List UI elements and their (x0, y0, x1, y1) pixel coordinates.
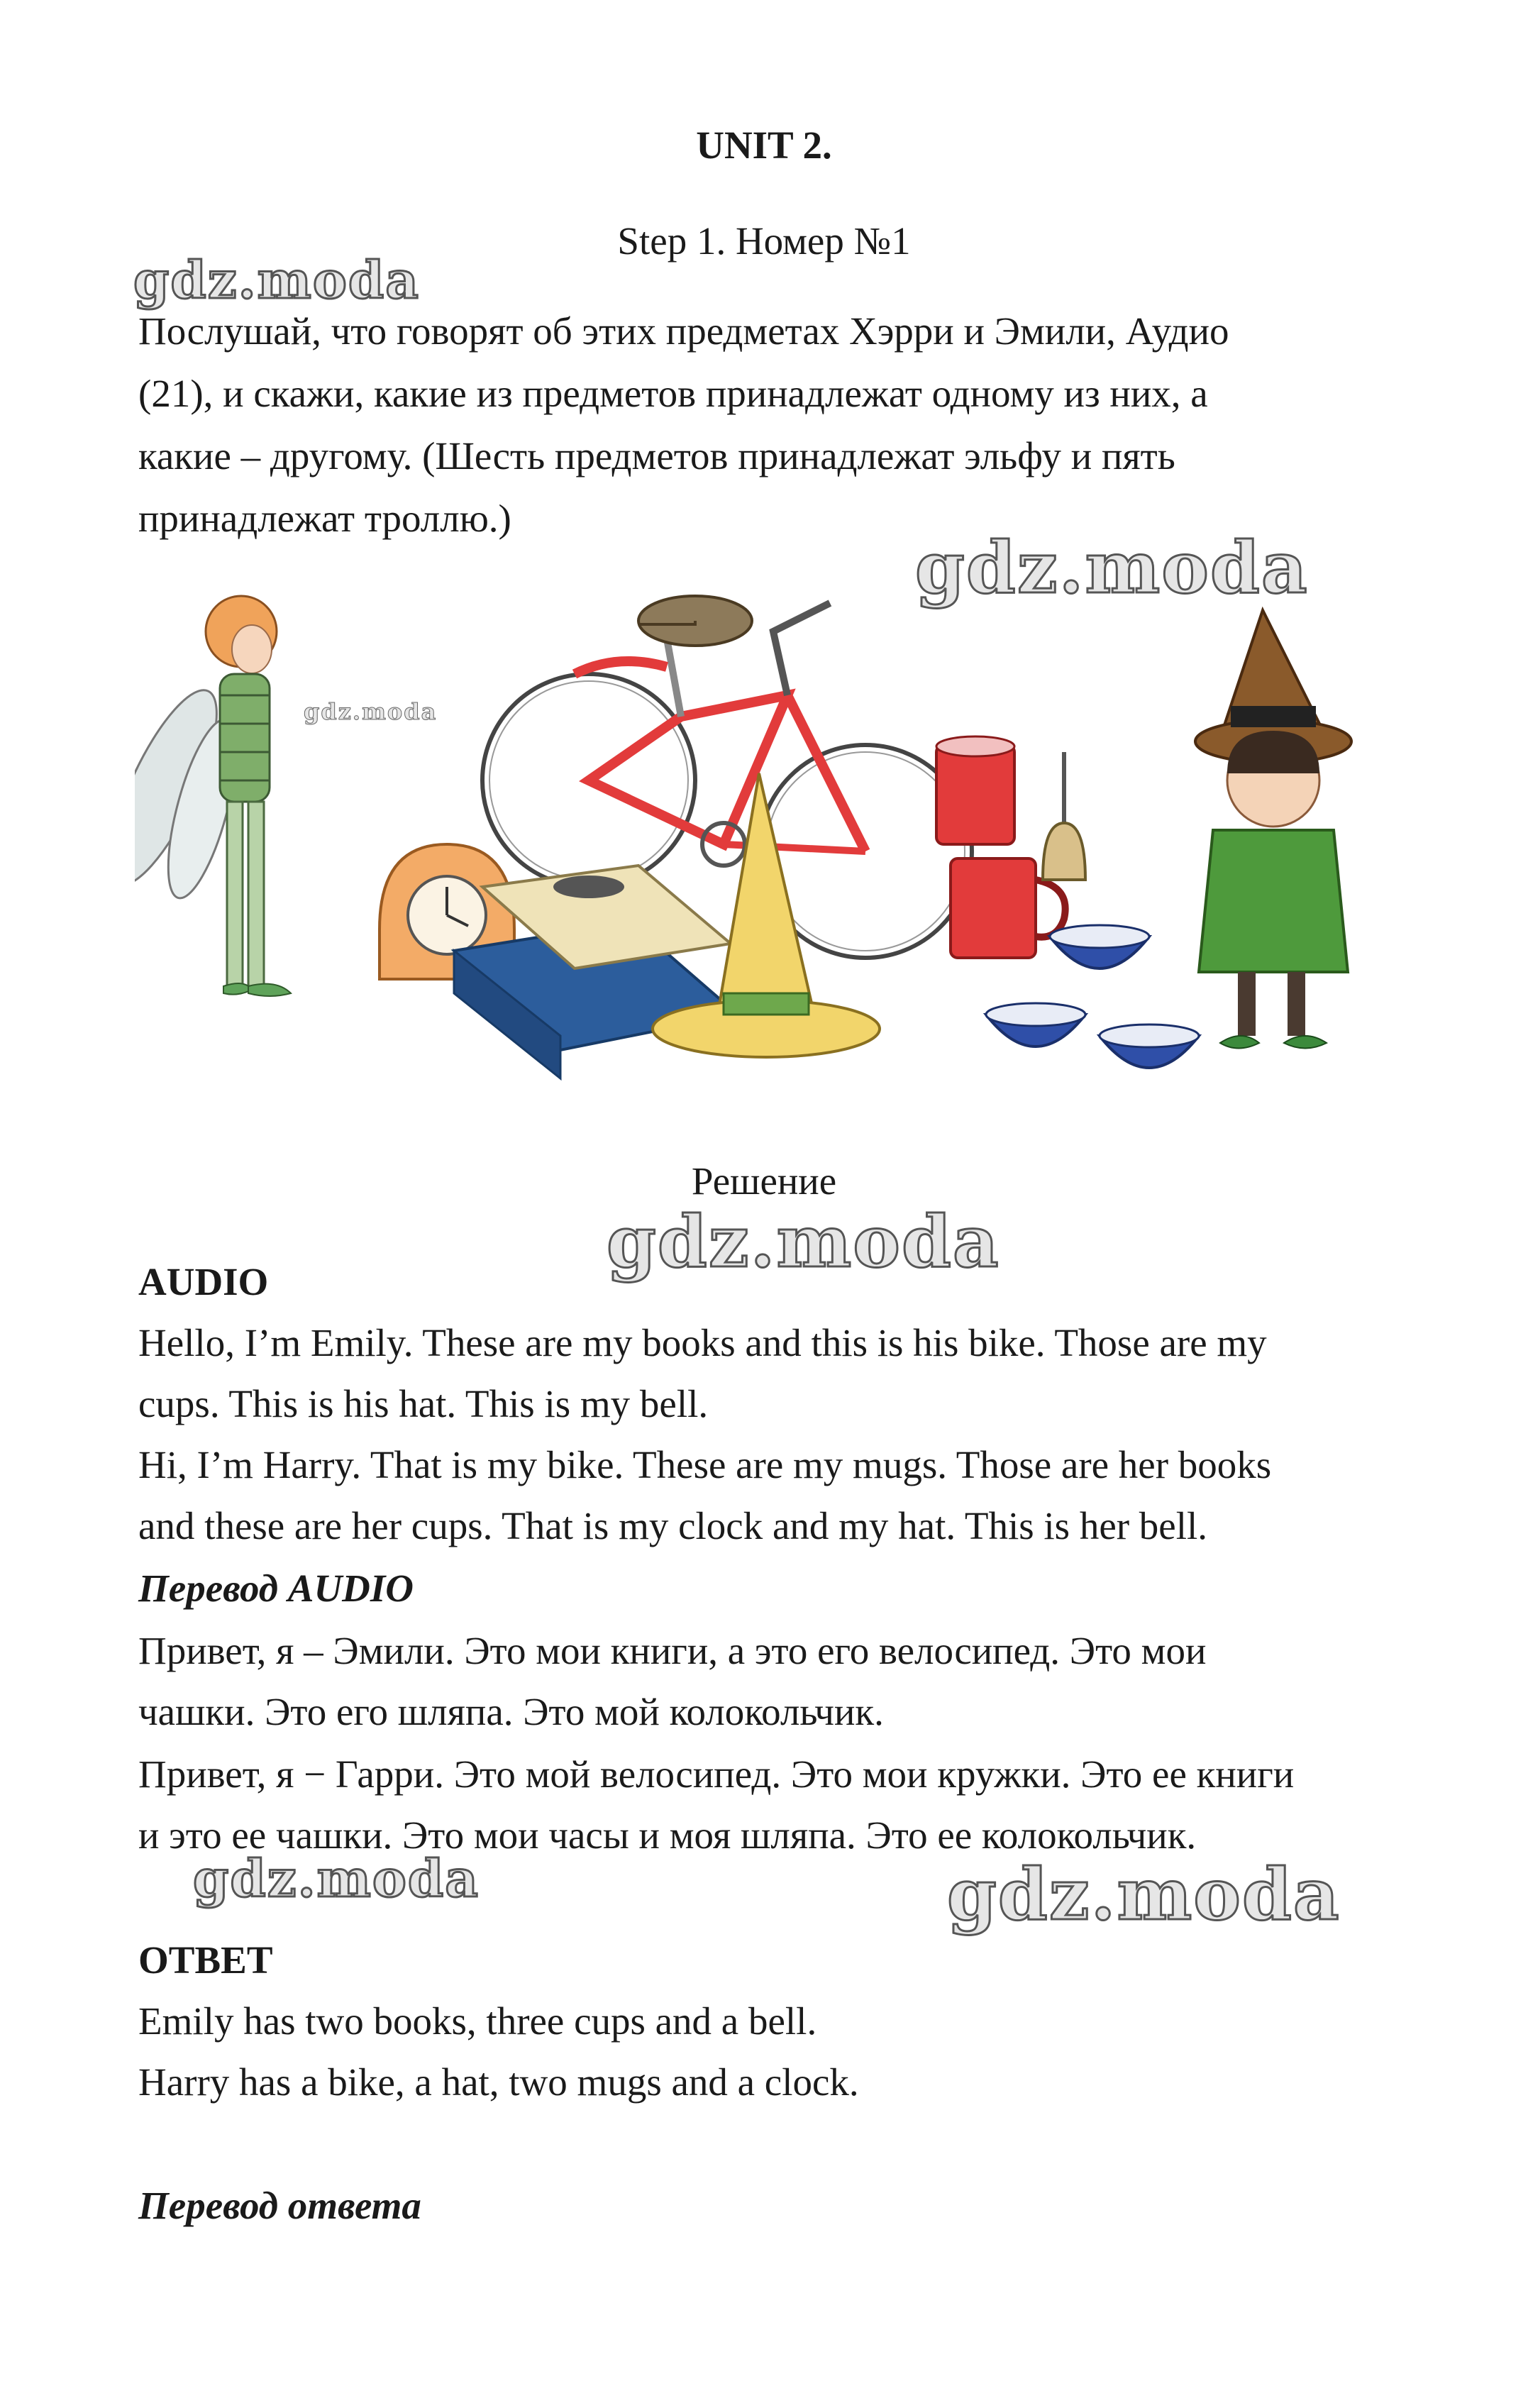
task-line-4: принадлежат троллю.) (138, 497, 511, 540)
watermark: gdz.moda (304, 698, 438, 725)
audio-line-4: and these are her cups. That is my clock and my hat. This is her bell. (138, 1504, 1208, 1547)
translation-line-1: Привет, я – Эмили. Это мои книги, а это его велосипед. Это мои (138, 1629, 1207, 1672)
watermark: gdz.moda (915, 526, 1309, 609)
translation-line-3: Привет, я − Гарри. Это мой велосипед. Это мои кружки. Это ее книги (138, 1752, 1295, 1796)
elf-figure (135, 596, 291, 996)
answer-line-2: Harry has a bike, a hat, two mugs and a clock. (138, 2060, 859, 2104)
step-title: Step 1. Номер №1 (617, 219, 911, 263)
audio-line-3: Hi, I’m Harry. That is my bike. These are my mugs. Those are her books (138, 1443, 1272, 1486)
answer-translation-heading: Перевод ответа (138, 2184, 421, 2227)
translation-line-4: и это ее чашки. Это мои часы и моя шляпа. Это ее колокольчик. (138, 1813, 1197, 1857)
illustration-elf-troll-objects (135, 553, 1376, 1093)
task-line-3: какие – другому. (Шесть предметов принадлежат эльфу и пять (138, 434, 1175, 477)
unit-title: UNIT 2. (696, 123, 832, 167)
answer-line-1: Emily has two books, three cups and a bell. (138, 1999, 817, 2043)
translation-line-2: чашки. Это его шляпа. Это мой колокольчик. (138, 1690, 884, 1733)
troll-figure (1195, 610, 1351, 1049)
watermark: gdz.moda (947, 1852, 1341, 1936)
audio-heading: AUDIO (138, 1260, 269, 1303)
solution-label: Решение (691, 1159, 837, 1203)
audio-line-2: cups. This is his hat. This is my bell. (138, 1382, 709, 1425)
audio-line-1: Hello, I’m Emily. These are my books and this is his bike. Those are my (138, 1321, 1267, 1364)
answer-heading: ОТВЕТ (138, 1938, 273, 1982)
watermark: gdz.moda (193, 1848, 480, 1909)
watermark: gdz.moda (607, 1200, 1000, 1283)
translation-heading: Перевод AUDIO (138, 1567, 414, 1610)
watermark: gdz.moda (133, 250, 420, 310)
task-line-1: Послушай, что говорят об этих предметах Хэрри и Эмили, Аудио (138, 309, 1229, 353)
task-line-2: (21), и скажи, какие из предметов принадлежат одному из них, а (138, 372, 1208, 415)
bell (1043, 752, 1085, 880)
